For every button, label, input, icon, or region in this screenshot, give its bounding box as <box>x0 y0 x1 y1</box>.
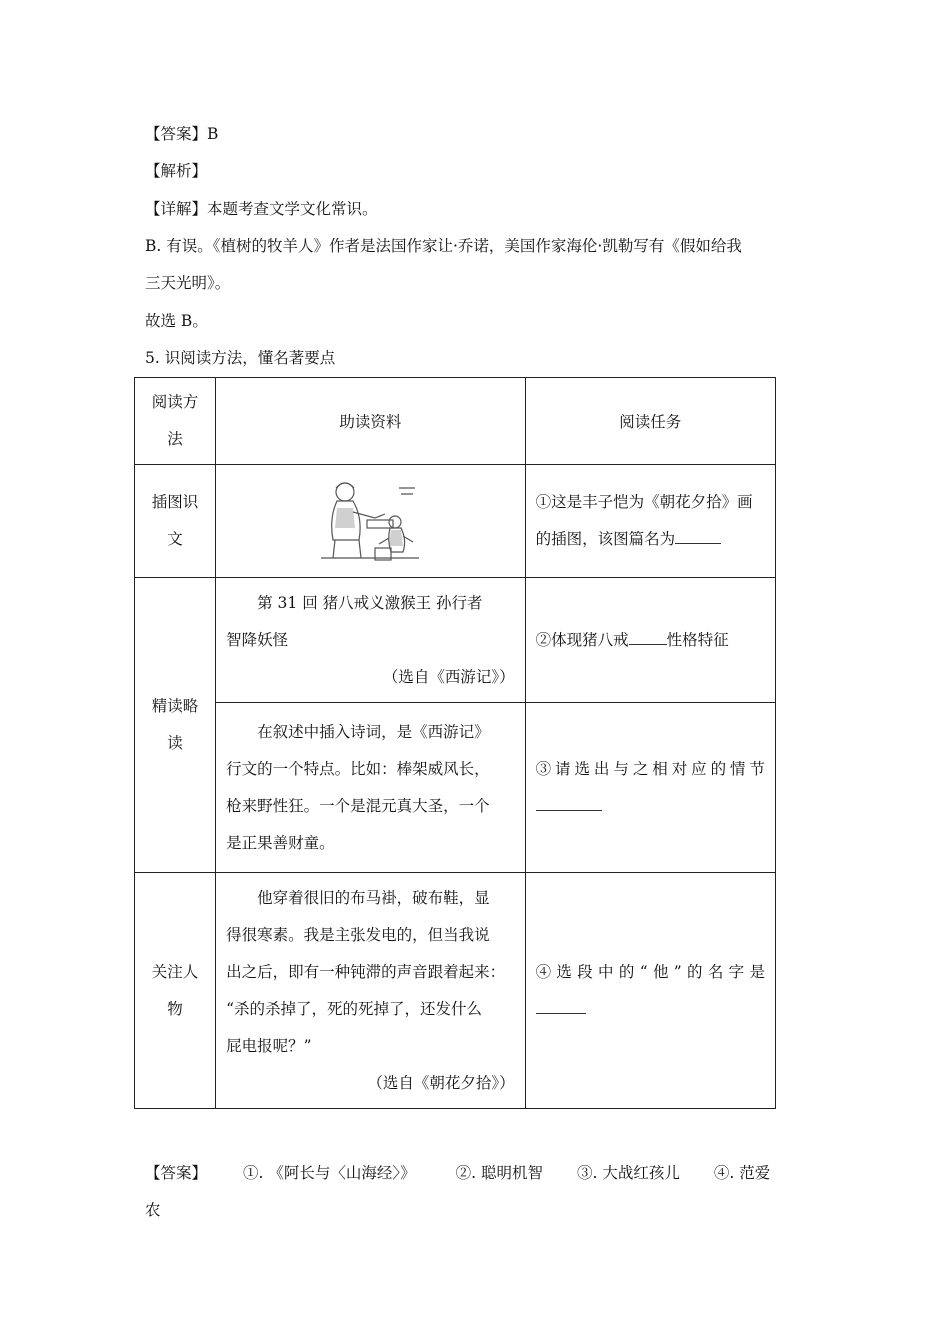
answer-blank <box>675 527 721 544</box>
material-chapter31: 第 31 回 猪八戒义激猴王 孙行者 智降妖怪 （选自《西游记》） <box>216 578 525 703</box>
table-header-row <box>135 378 776 465</box>
answer-blank <box>629 628 667 645</box>
method-illustration: 插图识 文 <box>135 465 216 578</box>
method-character: 关注人 物 <box>135 873 216 1109</box>
answer-blank <box>536 997 586 1014</box>
table-row-intensive-b <box>135 703 776 873</box>
final-answer-label: 【答案】 <box>145 1164 208 1182</box>
task-plot: ③请选出与之相对应的情节 <box>525 703 775 873</box>
material-character: 他穿着很旧的布马褂，破布鞋，显 得很寒素。我是主张发电的，但当我说 出之后，即有一种钝滞的声音跟着起来： “杀的杀掉了，死的死掉了，还发什么 屁电报呢？” （选自《朝花夕拾》） <box>216 873 525 1109</box>
table-row-intensive-a <box>135 578 776 703</box>
detail-text: 【详解】本题考查文学文化常识。 <box>145 200 378 218</box>
answer-blank <box>536 794 602 811</box>
explain-line-2: 三天光明》。 <box>145 274 231 292</box>
final-answer <box>145 1155 810 1229</box>
material-poem: 在叙述中插入诗词，是《西游记》 行文的一个特点。比如：棒架威风长， 枪来野性狂。一个是混元真大圣，一个 是正果善财童。 <box>216 703 525 873</box>
analysis-label: 【解析】 <box>145 162 208 180</box>
table-row-character <box>135 873 776 1109</box>
reading-method-table <box>134 377 776 1109</box>
answer-3: ③. 大战红孩儿 <box>576 1164 680 1182</box>
explain-line-1: B. 有误。《植树的牧羊人》作者是法国作家让·乔诺，美国作家海伦·凯勒写有《假如给我 <box>145 237 742 255</box>
header-method: 阅读方 法 <box>135 378 216 465</box>
answer-2: ②. 聪明机智 <box>455 1164 543 1182</box>
method-intensive: 精读略 读 <box>135 578 216 873</box>
answer-label: 【答案】B <box>145 125 219 143</box>
task-character: ④选段中的“他”的名字是 <box>525 873 775 1109</box>
illustration-cell <box>216 465 525 578</box>
illustration-figure <box>315 478 425 564</box>
task-illustration: ①这是丰子恺为《朝花夕拾》画 的插图，该图篇名为 <box>525 465 775 578</box>
conclusion-text: 故选 B。 <box>145 312 208 330</box>
header-material: 助读资料 <box>216 378 525 465</box>
header-task: 阅读任务 <box>525 378 775 465</box>
table-row-illustration <box>135 465 776 578</box>
answer-4: ④. 范爱 <box>713 1164 771 1182</box>
task-zhubajie: ②体现猪八戒 性格特征 <box>525 578 775 703</box>
answer-1: ①. 《阿长与〈山海经〉》 <box>243 1164 416 1182</box>
answer-4-continued: 农 <box>145 1201 161 1219</box>
question-title: 5. 识阅读方法，懂名著要点 <box>145 349 336 367</box>
